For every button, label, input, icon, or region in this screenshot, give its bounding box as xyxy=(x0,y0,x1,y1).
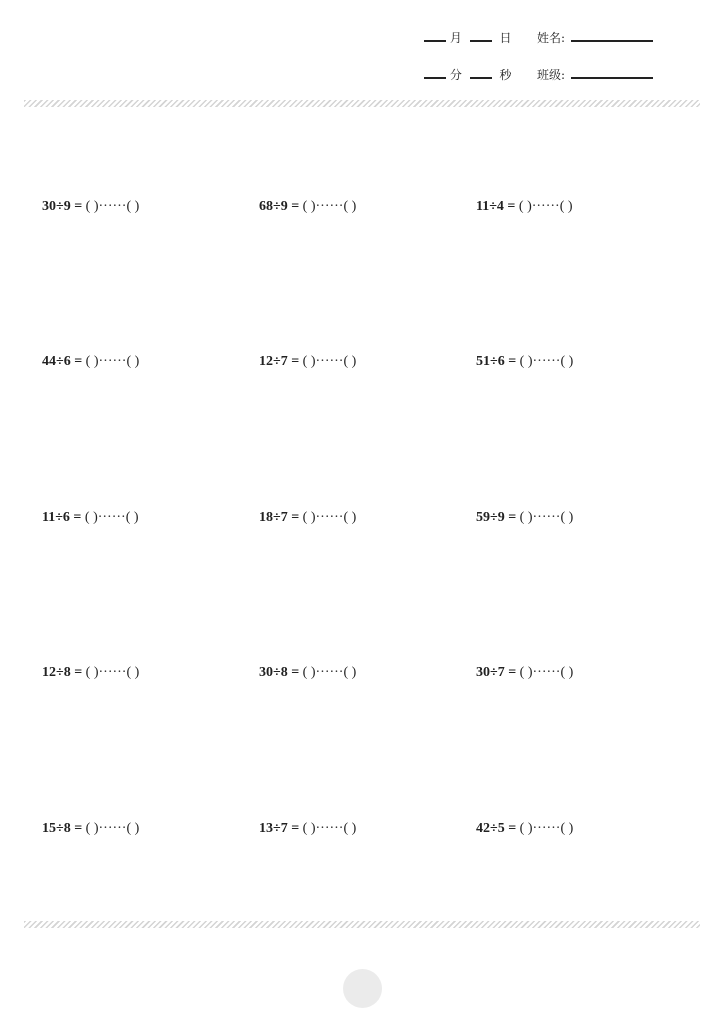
divisor: 5 xyxy=(497,821,505,836)
answer-blanks[interactable]: ( )······( ) xyxy=(85,354,140,369)
problem-12[interactable] xyxy=(476,665,573,681)
divisor: 9 xyxy=(280,199,288,214)
problem-9[interactable] xyxy=(476,510,573,526)
answer-blanks[interactable]: ( )······( ) xyxy=(85,199,140,214)
problem-14[interactable] xyxy=(259,821,356,837)
divide-sign: ÷ xyxy=(56,354,64,369)
problem-7[interactable] xyxy=(42,510,139,526)
dividend: 59 xyxy=(476,510,490,525)
dividend: 68 xyxy=(259,199,273,214)
divisor: 9 xyxy=(63,199,71,214)
answer-blanks[interactable]: ( )······( ) xyxy=(85,821,140,836)
divide-sign: ÷ xyxy=(273,665,281,680)
name-line xyxy=(537,30,653,45)
dividend: 11 xyxy=(476,199,490,214)
divisor: 8 xyxy=(63,821,71,836)
equals-sign: = xyxy=(508,665,517,680)
divide-sign: ÷ xyxy=(273,821,281,836)
second-blank[interactable] xyxy=(470,67,492,79)
name-field[interactable] xyxy=(571,30,653,42)
divide-sign: ÷ xyxy=(273,354,281,369)
class-label: 班级: xyxy=(537,68,566,82)
dividend: 12 xyxy=(259,354,273,369)
day-blank[interactable] xyxy=(470,30,492,42)
equals-sign: = xyxy=(74,665,83,680)
divide-sign: ÷ xyxy=(273,510,281,525)
dividend: 30 xyxy=(476,665,490,680)
dividend: 42 xyxy=(476,821,490,836)
answer-blanks[interactable]: ( )······( ) xyxy=(302,665,357,680)
divide-sign: ÷ xyxy=(490,510,498,525)
dividend: 44 xyxy=(42,354,56,369)
divisor: 8 xyxy=(63,665,71,680)
divisor: 7 xyxy=(497,665,505,680)
problem-6[interactable] xyxy=(476,354,573,370)
answer-blanks[interactable]: ( )······( ) xyxy=(302,510,357,525)
divide-sign: ÷ xyxy=(490,354,498,369)
divisor: 6 xyxy=(62,510,70,525)
divisor: 6 xyxy=(497,354,505,369)
day-label: 日 xyxy=(499,31,512,45)
equals-sign: = xyxy=(291,665,300,680)
equals-sign: = xyxy=(291,821,300,836)
answer-blanks[interactable]: ( )······( ) xyxy=(519,665,574,680)
divide-sign: ÷ xyxy=(489,199,497,214)
equals-sign: = xyxy=(507,199,516,214)
time-line xyxy=(424,67,512,82)
equals-sign: = xyxy=(74,821,83,836)
divisor: 9 xyxy=(497,510,505,525)
problem-10[interactable] xyxy=(42,665,139,681)
answer-blanks[interactable]: ( )······( ) xyxy=(519,510,574,525)
equals-sign: = xyxy=(291,199,300,214)
divisor: 7 xyxy=(280,510,288,525)
divide-sign: ÷ xyxy=(490,665,498,680)
minute-label: 分 xyxy=(449,68,462,82)
divisor: 6 xyxy=(63,354,71,369)
month-blank[interactable] xyxy=(424,30,446,42)
divide-sign: ÷ xyxy=(56,199,64,214)
divide-sign: ÷ xyxy=(56,821,64,836)
dividend: 11 xyxy=(42,510,56,525)
answer-blanks[interactable]: ( )······( ) xyxy=(302,199,357,214)
answer-blanks[interactable]: ( )······( ) xyxy=(85,665,140,680)
divide-sign: ÷ xyxy=(273,199,281,214)
equals-sign: = xyxy=(74,199,83,214)
divisor: 7 xyxy=(280,821,288,836)
top-divider xyxy=(24,100,700,107)
equals-sign: = xyxy=(508,821,517,836)
equals-sign: = xyxy=(508,510,517,525)
answer-blanks[interactable]: ( )······( ) xyxy=(84,510,139,525)
divisor: 4 xyxy=(496,199,504,214)
problem-2[interactable] xyxy=(259,199,356,215)
problem-5[interactable] xyxy=(259,354,356,370)
equals-sign: = xyxy=(291,510,300,525)
answer-blanks[interactable]: ( )······( ) xyxy=(519,821,574,836)
dividend: 15 xyxy=(42,821,56,836)
name-label: 姓名: xyxy=(537,31,566,45)
answer-blanks[interactable]: ( )······( ) xyxy=(518,199,573,214)
divide-sign: ÷ xyxy=(55,510,63,525)
problem-3[interactable] xyxy=(476,199,573,215)
divide-sign: ÷ xyxy=(56,665,64,680)
problem-1[interactable] xyxy=(42,199,139,215)
answer-blanks[interactable]: ( )······( ) xyxy=(519,354,574,369)
dividend: 13 xyxy=(259,821,273,836)
month-label: 月 xyxy=(449,31,462,45)
answer-blanks[interactable]: ( )······( ) xyxy=(302,821,357,836)
dividend: 12 xyxy=(42,665,56,680)
dividend: 51 xyxy=(476,354,490,369)
minute-blank[interactable] xyxy=(424,67,446,79)
dividend: 30 xyxy=(42,199,56,214)
problem-4[interactable] xyxy=(42,354,139,370)
divisor: 8 xyxy=(280,665,288,680)
equals-sign: = xyxy=(508,354,517,369)
equals-sign: = xyxy=(291,354,300,369)
divisor: 7 xyxy=(280,354,288,369)
problem-8[interactable] xyxy=(259,510,356,526)
problem-15[interactable] xyxy=(476,821,573,837)
bottom-divider xyxy=(24,921,700,928)
class-field[interactable] xyxy=(571,67,653,79)
equals-sign: = xyxy=(74,354,83,369)
problem-11[interactable] xyxy=(259,665,356,681)
class-line xyxy=(537,67,653,82)
problem-13[interactable] xyxy=(42,821,139,837)
divide-sign: ÷ xyxy=(490,821,498,836)
date-line xyxy=(424,30,512,45)
dividend: 18 xyxy=(259,510,273,525)
answer-blanks[interactable]: ( )······( ) xyxy=(302,354,357,369)
dividend: 30 xyxy=(259,665,273,680)
equals-sign: = xyxy=(73,510,82,525)
second-label: 秒 xyxy=(499,68,512,82)
page-number-badge xyxy=(343,969,382,1008)
